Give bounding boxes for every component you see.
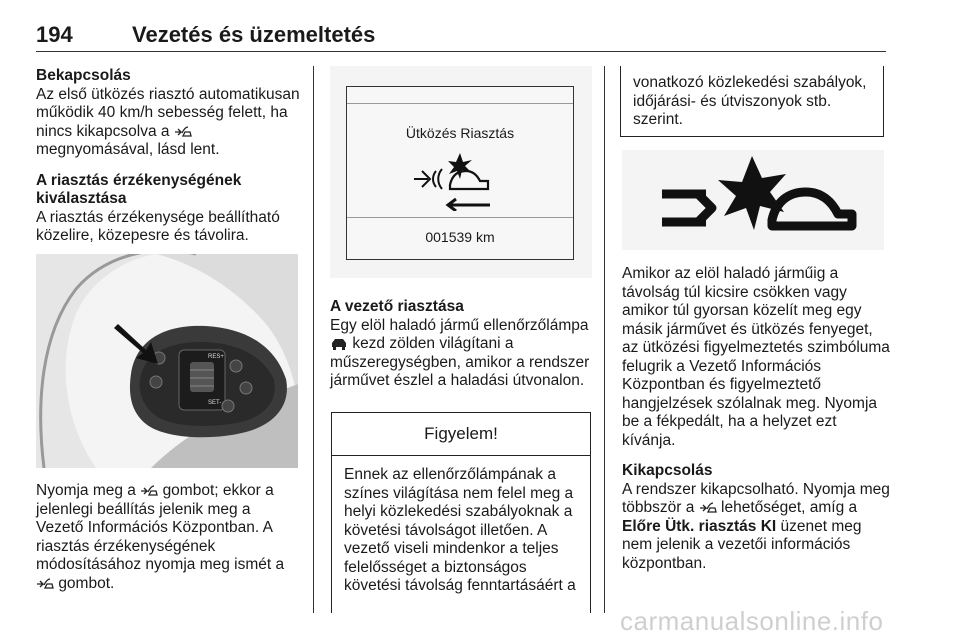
dic-odometer: 001539 km xyxy=(425,229,495,245)
speed-limiter-button xyxy=(150,376,162,388)
dic-display-figure xyxy=(330,66,592,278)
paragraph-sensitivity: A riasztás érzékenysége beállítható közelire, közepesre és távolira. xyxy=(36,208,280,244)
paragraph-deactivation: A rendszer kikapcsolható. Nyomja meg többször a lehetőséget, amíg a Előre Ütk. riasztás KI üzenet meg nem jelenik a vezetői információs központban. xyxy=(622,480,890,572)
paragraph-activation: Az első ütközés riasztó automatikusan működik 40 km/h sebesség felett, ha nincs kikapcsolva a megnyomásával, lásd lent. xyxy=(36,85,300,158)
column-divider-1 xyxy=(313,66,314,613)
collision-symbol-icon xyxy=(622,150,884,250)
column-divider-2 xyxy=(604,66,605,613)
column-2-text xyxy=(330,298,594,391)
collision-symbol-figure xyxy=(622,150,884,250)
paragraph-collision-warning: Amikor az elöl haladó járműig a távolság túl kicsire csökken vagy amikor túl gyorsan közelít meg egy másik járművet és ütközés fenyeget, az ütközési figyelmeztetés szimbóluma felugrik a Vezető Információs Központban és figyelmeztető hangjelzések szólalnak meg. Nyomja be a fékpedált, ha a helyzet ezt kívánja. xyxy=(622,265,890,449)
heading-sensitivity: A riasztás érzékenységének kiválasztása xyxy=(36,171,242,207)
collision-alert-button-icon xyxy=(699,500,717,514)
heading-bekapcsolas: Bekapcsolás xyxy=(36,67,131,84)
set-minus-label: SET- xyxy=(208,400,222,406)
collision-alert-button-icon xyxy=(140,483,158,497)
page-title: Vezetés és üzemeltetés xyxy=(132,22,376,47)
paragraph-driver-alert: Egy elöl haladó jármű ellenőrzőlámpa kezd zölden világítani a műszeregységben, amikor a rendszer járművet észlel a haladási útvonalon. xyxy=(330,316,590,389)
heading-kikapcsolas: Kikapcsolás xyxy=(622,462,713,479)
cancel-button xyxy=(230,360,242,372)
warning-body-continued: vonatkozó közlekedési szabályok, időjárási- és útviszonyok stb. szerint. xyxy=(633,74,867,128)
column-1-top xyxy=(36,67,302,258)
header-rule xyxy=(36,51,886,52)
warning-title: Figyelem! xyxy=(332,413,590,456)
steering-wheel-figure xyxy=(36,254,298,468)
collision-alert-button-icon xyxy=(174,124,192,138)
forward-collision-icon xyxy=(410,149,510,211)
resume-button xyxy=(222,400,234,412)
watermark: carmanualsonline.info xyxy=(620,606,884,636)
warning-body: Ennek az ellenőrzőlámpának a színes világítása nem felel meg a helyi közlekedési szabályoknak a követési távolságot illetően. A vezető viseli mindenkor a teljes felelősséget a biztonságos követési távolság fenntartásáért a xyxy=(344,466,576,594)
collision-alert-button-icon xyxy=(36,576,54,590)
warning-box xyxy=(331,412,591,613)
res-plus-label: RES+ xyxy=(208,354,224,360)
pointer-arrow-icon xyxy=(114,324,158,364)
heading-driver-alert: A vezető riasztása xyxy=(330,298,464,315)
paragraph-press-button: Nyomja meg a gombot; ekkor a jelenlegi beállítás jelenik meg a Vezető Információs Központban. A riasztás érzékenységének módosításához nyomja meg ismét a gombot. xyxy=(36,482,285,592)
column-3-text xyxy=(622,265,890,573)
dic-title: Ütközés Riasztás xyxy=(405,125,515,141)
dic-screen xyxy=(346,86,574,260)
page-number: 194 xyxy=(36,22,73,47)
warning-box-continued xyxy=(620,66,884,137)
vehicle-ahead-indicator-icon xyxy=(330,336,348,350)
steering-wheel-illustration xyxy=(36,254,298,468)
cruise-button xyxy=(240,382,252,394)
